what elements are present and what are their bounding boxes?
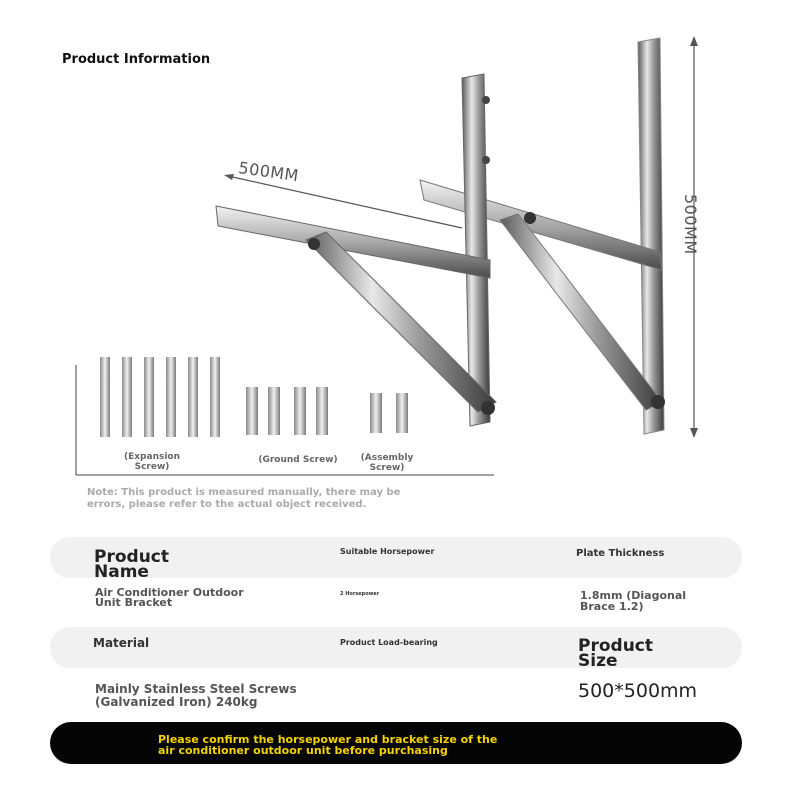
product-name-header: Product Name	[94, 547, 169, 582]
suitable-horsepower-header: Suitable Horsepower	[340, 547, 435, 556]
height-dimension-label: 500MM	[681, 194, 700, 255]
suitable-horsepower-value: 2 Horsepower	[340, 591, 380, 597]
product-size-header: Product Size	[578, 636, 653, 671]
assembly-screw-label: (Assembly Screw)	[360, 453, 414, 473]
measurement-note: Note: This product is measured manually, there may be errors, please refer to the actual object received.	[87, 487, 401, 510]
page-title: Product Information	[62, 52, 211, 67]
ground-screw-label: (Ground Screw)	[258, 455, 338, 465]
load-bearing-header: Product Load-bearing	[340, 638, 438, 647]
material-load-value: Mainly Stainless Steel Screws (Galvanized Iron) 240kg	[95, 682, 297, 709]
expansion-screw-label: (Expansion Screw)	[123, 452, 181, 472]
plate-thickness-value: 1.8mm (Diagonal Brace 1.2)	[580, 589, 687, 613]
purchase-warning-text: Please confirm the horsepower and bracket size of the air conditioner outdoor unit before purchasing	[158, 733, 498, 757]
product-name-value: Air Conditioner Outdoor Unit Bracket	[95, 586, 244, 609]
width-dimension-label: 500MM	[237, 158, 301, 186]
product-size-value: 500*500mm	[578, 680, 698, 702]
plate-thickness-header: Plate Thickness	[576, 548, 665, 559]
material-header: Material	[93, 636, 150, 650]
